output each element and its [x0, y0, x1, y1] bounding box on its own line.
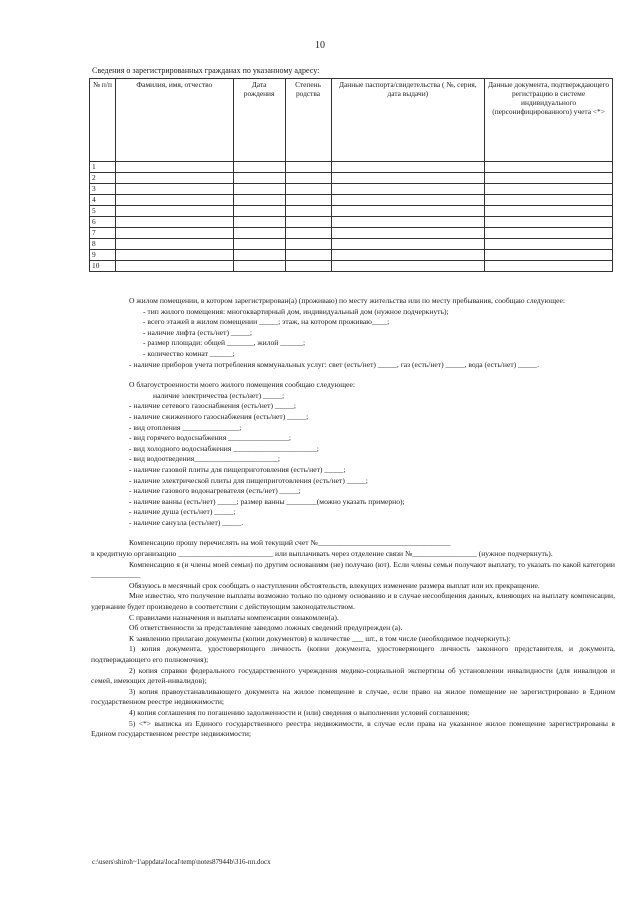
empty-cell: [331, 228, 485, 239]
empty-cell: [115, 250, 233, 261]
row-number-cell: 7: [90, 228, 116, 239]
empty-cell: [331, 206, 485, 217]
amenities-item: - наличие газового водонагревателя (есть/нет) _____;: [129, 486, 301, 496]
empty-cell: [285, 184, 331, 195]
empty-cell: [485, 250, 613, 261]
amenities-item: - наличие ванны (есть/нет) _____; размер ванны ________(можно указать примерно);: [129, 496, 405, 506]
amenities-item: - наличие сетевого газоснабжения (есть/нет) _____;: [129, 401, 296, 411]
attachment-item: 4) копия соглашения по погашению задолженности и (или) сведения о выполнении условий соглашения;: [129, 707, 470, 717]
registered-citizens-table: [89, 78, 613, 272]
table-row: [90, 228, 613, 239]
empty-cell: [331, 195, 485, 206]
row-number-cell: 1: [90, 162, 116, 173]
attachment-item: 3) копия правоустанавливающего документа на жилое помещение в случае, если право на жилое помещение не зарегистрировано в Едином государственном реестре недвижимости;: [91, 686, 615, 707]
amenities-item: - наличие душа (есть/нет) _____;: [129, 507, 236, 517]
empty-cell: [115, 184, 233, 195]
table-row: [90, 217, 613, 228]
liability-paragraph: Об ответственности за представление заведомо ложных сведений предупрежден (а).: [129, 623, 403, 633]
empty-cell: [233, 162, 285, 173]
amenities-item: - вид водоотведения______________________;: [129, 454, 280, 464]
table-row: [90, 261, 613, 272]
empty-cell: [233, 228, 285, 239]
empty-cell: [233, 173, 285, 184]
empty-cell: [331, 239, 485, 250]
table-row: [90, 195, 613, 206]
empty-cell: [115, 261, 233, 272]
header-birthdate: Дата рождения: [233, 79, 285, 162]
empty-cell: [233, 195, 285, 206]
empty-cell: [233, 250, 285, 261]
empty-cell: [485, 228, 613, 239]
empty-cell: [233, 239, 285, 250]
empty-cell: [233, 261, 285, 272]
table-caption: Сведения о зарегистрированных гражданах по указанному адресу:: [92, 66, 320, 75]
empty-cell: [285, 162, 331, 173]
attachments-paragraph: К заявлению прилагаю документы (копии документов) в количестве ___ шт., в том числе (необходимое подчеркнуть):: [129, 633, 511, 643]
empty-cell: [331, 217, 485, 228]
empty-cell: [233, 206, 285, 217]
table-row: [90, 173, 613, 184]
table-row: [90, 184, 613, 195]
empty-cell: [115, 162, 233, 173]
awareness-paragraph: Мне известно, что получение выплаты возможно только по одному основанию и в случае несообщения данных, влияющих на выплату компенсации, удержание будет произведено в соответствии с действующим законодательством.: [91, 591, 615, 612]
housing-item: - количество комнат ______;: [143, 348, 235, 358]
empty-cell: [285, 250, 331, 261]
bank-line: в кредитную организацию _________________________ или выплачивать через отделение связи №_________________ (нужное подчеркнуть).: [91, 549, 553, 559]
row-number-cell: 3: [90, 184, 116, 195]
housing-item: - тип жилого помещения: многоквартирный дом, индивидуальный дом (нужное подчеркнуть);: [143, 306, 449, 316]
empty-cell: [115, 239, 233, 250]
empty-cell: [285, 239, 331, 250]
empty-cell: [285, 217, 331, 228]
attachment-item: 5) <*> выписка из Единого государственного реестра недвижимости, в случае если права на указанное жилое помещение зарегистрированы в Едином государственном реестре недвижимости;: [91, 718, 615, 739]
amenities-item: - вид горячего водоснабжения ________________;: [129, 433, 291, 443]
empty-cell: [285, 173, 331, 184]
empty-cell: [485, 195, 613, 206]
housing-item: - наличие лифта (есть/нет) _____;: [143, 327, 253, 337]
header-number: № п/п: [90, 79, 116, 162]
obligation-paragraph: Обязуюсь в месячный срок сообщать о наступлении обстоятельств, влекущих изменение размера выплат или их прекращение.: [129, 580, 540, 590]
family-paragraph: Компенсацию я (и члены моей семьи) по другим основаниям (не) получаю (ют). Если члены семьи получают выплату, то указать по какой категории _____________: [91, 559, 615, 580]
table-row: [90, 162, 613, 173]
footer-file-path: c:\users\shiroh~1\appdata\local\temp\notes87944b\316-пп.docx: [92, 858, 271, 866]
empty-cell: [115, 228, 233, 239]
amenities-item: наличие электричества (есть/нет) _____;: [153, 390, 285, 400]
rules-paragraph: С правилами назначения и выплаты компенсации ознакомлен(а).: [129, 612, 339, 622]
amenities-item: - вид холодного водоснабжения ______________________;: [129, 443, 319, 453]
account-line: Компенсацию прошу перечислять на мой текущий счет №___________________________________: [129, 538, 451, 548]
amenities-item: - наличие газовой плиты для пищеприготовления (есть/нет) _____;: [129, 464, 346, 474]
empty-cell: [115, 206, 233, 217]
table-body: [90, 162, 613, 272]
empty-cell: [115, 195, 233, 206]
housing-intro: О жилом помещении, в котором зарегистрирован(а) (проживаю) по месту жительства или по месту пребывания, сообщаю следующее:: [129, 296, 565, 305]
attachment-item: 2) копия справки федерального государственного учреждения медико-социальной экспертизы об установлении инвалидности (для инвалидов и семей, имеющих детей-инвалидов);: [91, 665, 615, 686]
table-row: [90, 250, 613, 261]
empty-cell: [285, 206, 331, 217]
row-number-cell: 6: [90, 217, 116, 228]
amenities-intro: О благоустроенности моего жилого помещения сообщаю следующее:: [129, 380, 355, 390]
housing-item: - всего этажей в жилом помещении _____; этаж, на котором проживаю____;: [143, 317, 390, 327]
empty-cell: [485, 162, 613, 173]
housing-item: - размер площади: общей _______, жилой ______;: [143, 338, 306, 348]
header-pension-doc: Данные документа, подтверждающего регистрацию в системе индивидуального (персонифицированного) учета <*>: [485, 79, 613, 162]
row-number-cell: 10: [90, 261, 116, 272]
row-number-cell: 2: [90, 173, 116, 184]
empty-cell: [285, 228, 331, 239]
empty-cell: [115, 173, 233, 184]
empty-cell: [485, 184, 613, 195]
empty-cell: [485, 261, 613, 272]
empty-cell: [485, 206, 613, 217]
page-number: 10: [315, 40, 325, 51]
empty-cell: [331, 261, 485, 272]
empty-cell: [485, 173, 613, 184]
empty-cell: [331, 184, 485, 195]
empty-cell: [115, 217, 233, 228]
empty-cell: [331, 250, 485, 261]
amenities-item: - вид отопления _______________;: [129, 422, 242, 432]
table-header-row: [90, 79, 613, 162]
row-number-cell: 9: [90, 250, 116, 261]
row-number-cell: 8: [90, 239, 116, 250]
header-passport: Данные паспорта/свидетельства ( №, серия, дата выдачи): [331, 79, 485, 162]
table-row: [90, 239, 613, 250]
header-fullname: Фамилия, имя, отчество: [115, 79, 233, 162]
housing-meters: - наличие приборов учета потребления коммунальных услуг: свет (есть/нет) _____, газ (есть/нет) _____, вода (есть/нет) _____.: [129, 359, 539, 369]
amenities-item: - наличие сжиженного газоснабжения (есть/нет) _____;: [129, 411, 309, 421]
empty-cell: [331, 173, 485, 184]
row-number-cell: 4: [90, 195, 116, 206]
empty-cell: [233, 217, 285, 228]
form-body: [91, 296, 615, 740]
empty-cell: [331, 162, 485, 173]
empty-cell: [285, 195, 331, 206]
attachment-item: 1) копия документа, удостоверяющего личность (копии документа, удостоверяющего личность законного представителя, и документа, подтверждающего его полномочия);: [91, 644, 615, 664]
empty-cell: [485, 217, 613, 228]
amenities-item: - наличие электрической плиты для пищеприготовления (есть/нет) _____;: [129, 475, 368, 485]
table-row: [90, 206, 613, 217]
empty-cell: [285, 261, 331, 272]
empty-cell: [485, 239, 613, 250]
row-number-cell: 5: [90, 206, 116, 217]
empty-cell: [233, 184, 285, 195]
header-relation: Степень родства: [285, 79, 331, 162]
amenities-item: - наличие санузла (есть/нет) _____.: [129, 517, 244, 527]
